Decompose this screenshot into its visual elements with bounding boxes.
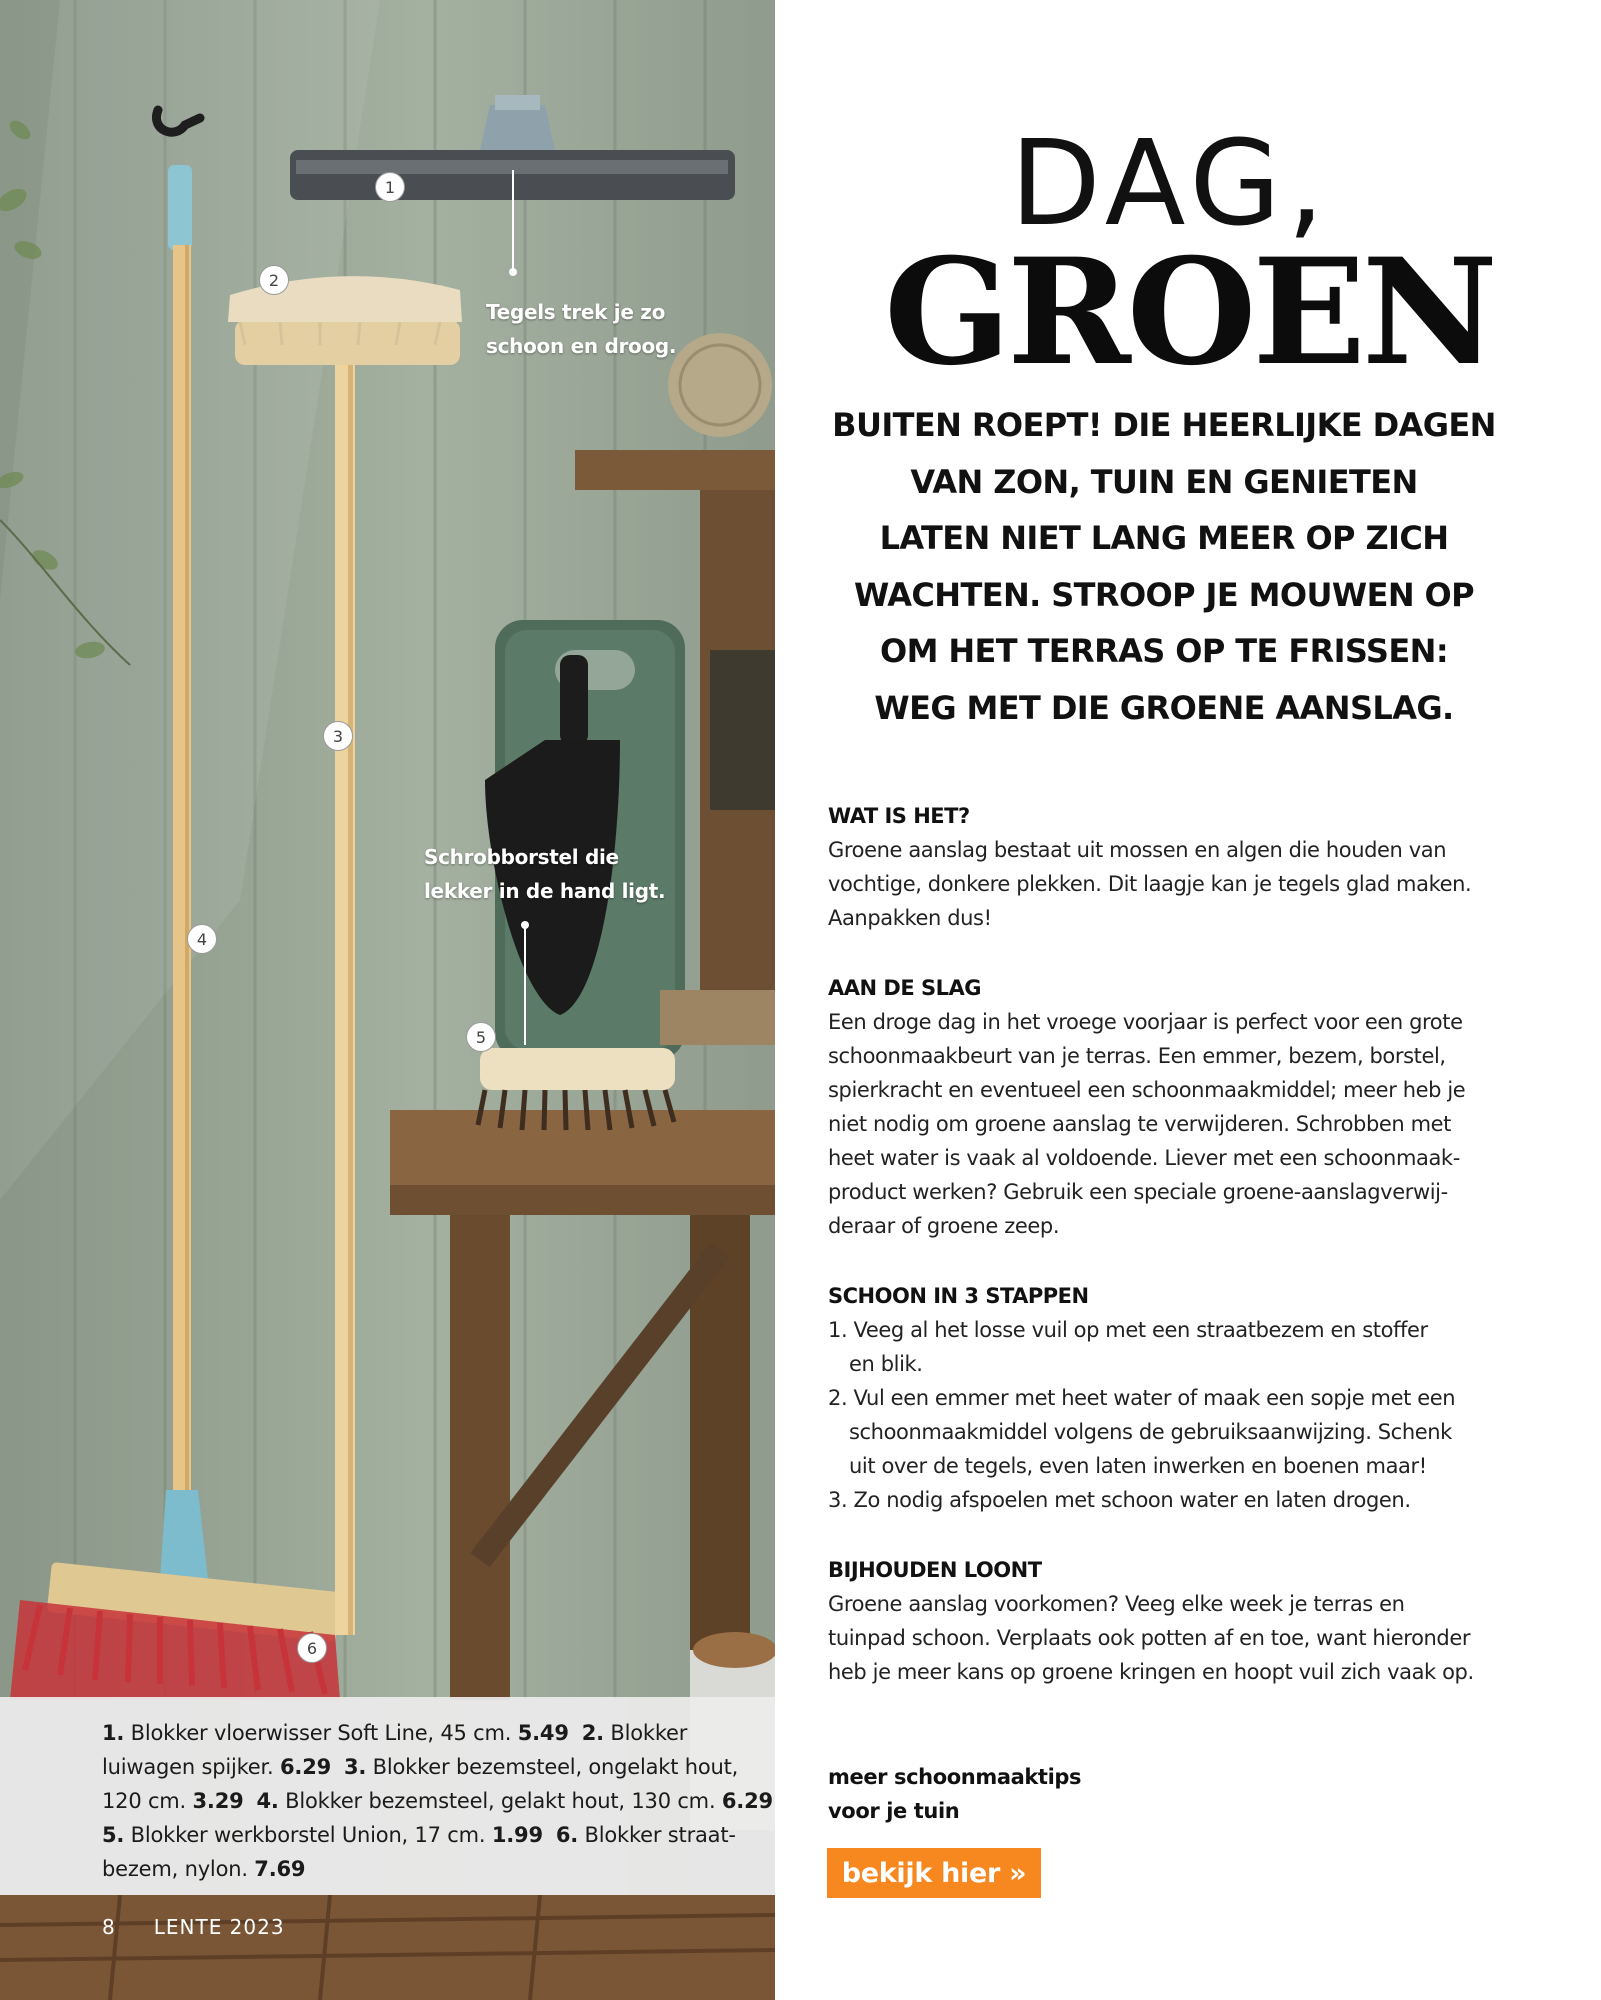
caption-text xyxy=(569,1721,582,1745)
caption-text: Blokker werkborstel Union, 17 cm. xyxy=(124,1823,492,1847)
caption-price-or-number: 1.99 xyxy=(491,1823,543,1847)
callout-dot-squeegee xyxy=(509,268,517,276)
intro-line: OM HET TERRAS OP TE FRISSEN: xyxy=(879,632,1449,670)
body-line: heet water is vaak al voldoende. Liever met een schoonmaak- xyxy=(828,1146,1460,1170)
article-sections xyxy=(828,799,1518,1725)
callout-brush-line-1: Schrobborstel die xyxy=(424,845,619,869)
section-bijhouden-loont xyxy=(828,1553,1518,1689)
caption-text: luiwagen spijker. xyxy=(102,1755,280,1779)
intro-text xyxy=(830,397,1498,736)
caption-line xyxy=(102,1716,749,1750)
caption-price-or-number: 1. xyxy=(102,1721,125,1745)
caption-price-or-number: 5.49 xyxy=(517,1721,569,1745)
body-line: Een droge dag in het vroege voorjaar is perfect voor een grote xyxy=(828,1010,1463,1034)
caption-price-or-number: 6.29 xyxy=(721,1789,773,1813)
caption-line xyxy=(102,1852,749,1886)
body-line: product werken? Gebruik een speciale groene-aanslagverwij- xyxy=(828,1180,1448,1204)
caption-text xyxy=(244,1789,257,1813)
caption-text: bezem, nylon. xyxy=(102,1857,255,1881)
page-number: 8 xyxy=(102,1915,116,1939)
intro-line: LATEN NIET LANG MEER OP ZICH xyxy=(879,519,1449,557)
section-wat-is-het xyxy=(828,799,1518,935)
caption-text: 120 cm. xyxy=(102,1789,193,1813)
step-2-line: uit over de tegels, even laten inwerken en boenen maar! xyxy=(849,1454,1427,1478)
caption-text: Blokker vloerwisser Soft Line, 45 cm. xyxy=(124,1721,518,1745)
marker-6: 6 xyxy=(297,1633,327,1663)
caption-price-or-number: 5. xyxy=(102,1823,125,1847)
bekijk-hier-button[interactable]: bekijk hier » xyxy=(827,1848,1041,1898)
callout-squeegee-line-1: Tegels trek je zo xyxy=(486,300,666,324)
caption-text: Blokker bezemsteel, ongelakt hout, xyxy=(366,1755,739,1779)
caption-lines xyxy=(102,1716,773,1886)
title-line-1: DAG, xyxy=(1010,114,1331,252)
callout-brush xyxy=(424,840,665,908)
more-tips-text xyxy=(828,1760,1081,1828)
callout-squeegee xyxy=(486,295,676,363)
more-tips-line: voor je tuin xyxy=(828,1799,960,1823)
body-line: deraar of groene zeep. xyxy=(828,1214,1060,1238)
section-schoon-in-3-stappen xyxy=(828,1279,1518,1517)
caption-price-or-number: 7.69 xyxy=(254,1857,306,1881)
steps-list xyxy=(828,1313,1518,1517)
caption-price-or-number: 4. xyxy=(256,1789,279,1813)
caption-text: Blokker straat- xyxy=(578,1823,736,1847)
caption-line xyxy=(102,1784,773,1818)
section-heading: WAT IS HET? xyxy=(828,804,970,828)
caption-price-or-number: 3.29 xyxy=(192,1789,244,1813)
caption-price-or-number: 2. xyxy=(581,1721,604,1745)
body-line: schoonmaakbeurt van je terras. Een emmer, bezem, borstel, xyxy=(828,1044,1446,1068)
intro-line: WEG MET DIE GROENE AANSLAG. xyxy=(874,688,1454,727)
body-line: niet nodig om groene aanslag te verwijderen. Schrobben met xyxy=(828,1112,1451,1136)
section-body xyxy=(828,833,1518,935)
step-2-line: schoonmaakmiddel volgens de gebruiksaanwijzing. Schenk xyxy=(849,1420,1452,1444)
body-line: Groene aanslag voorkomen? Veeg elke week je terras en xyxy=(828,1592,1405,1616)
step-1-line: 1. Veeg al het losse vuil op met een straatbezem en stoffer xyxy=(828,1318,1428,1342)
caption-line xyxy=(102,1818,749,1852)
body-line: vochtige, donkere plekken. Dit laagje kan je tegels glad maken. xyxy=(828,872,1472,896)
caption-text xyxy=(331,1755,344,1779)
product-caption xyxy=(0,1697,775,1895)
callout-squeegee-line-2: schoon en droog. xyxy=(486,334,677,358)
section-heading: BIJHOUDEN LOONT xyxy=(828,1558,1042,1582)
intro-line: BUITEN ROEPT! DIE HEERLIJKE DAGEN xyxy=(832,406,1496,444)
title-line-2: GROEN xyxy=(884,227,1494,398)
step-1-line: en blik. xyxy=(849,1352,923,1376)
caption-text xyxy=(543,1823,556,1847)
section-heading: AAN DE SLAG xyxy=(828,976,981,1000)
callout-line-squeegee xyxy=(512,170,514,270)
body-line: spierkracht en eventueel een schoonmaakmiddel; meer heb je xyxy=(828,1078,1466,1102)
caption-price-or-number: 6.29 xyxy=(280,1755,332,1779)
step-2-line: 2. Vul een emmer met heet water of maak een sopje met een xyxy=(828,1386,1456,1410)
more-tips-line: meer schoonmaaktips xyxy=(828,1765,1082,1789)
marker-4: 4 xyxy=(187,924,217,954)
intro-line: VAN ZON, TUIN EN GENIETEN xyxy=(910,462,1418,501)
marker-1: 1 xyxy=(375,172,405,202)
marker-2: 2 xyxy=(259,265,289,295)
body-line: heb je meer kans op groene kringen en hoopt vuil zich vaak op. xyxy=(828,1660,1474,1684)
section-body xyxy=(828,1005,1518,1243)
page-footer xyxy=(102,1915,285,1939)
section-aan-de-slag xyxy=(828,971,1518,1243)
step-3-line: 3. Zo nodig afspoelen met schoon water en laten drogen. xyxy=(828,1488,1411,1512)
body-line: Aanpakken dus! xyxy=(828,906,992,930)
caption-price-or-number: 6. xyxy=(555,1823,579,1847)
marker-5: 5 xyxy=(466,1022,496,1052)
caption-text: Blokker xyxy=(603,1721,688,1745)
section-heading: SCHOON IN 3 STAPPEN xyxy=(828,1284,1089,1308)
product-photo xyxy=(0,0,775,2000)
caption-line xyxy=(102,1750,749,1784)
section-body xyxy=(828,1587,1518,1689)
body-line: Groene aanslag bestaat uit mossen en algen die houden van xyxy=(828,838,1447,862)
body-line: tuinpad schoon. Verplaats ook potten af en toe, want hieronder xyxy=(828,1626,1471,1650)
issue-label: LENTE 2023 xyxy=(153,1915,285,1939)
marker-3: 3 xyxy=(323,721,353,751)
callout-line-brush xyxy=(524,925,526,1045)
intro-line: WACHTEN. STROOP JE MOUWEN OP xyxy=(853,575,1475,614)
caption-text: Blokker bezemsteel, gelakt hout, 130 cm. xyxy=(278,1789,722,1813)
caption-price-or-number: 3. xyxy=(343,1755,367,1779)
callout-brush-line-2: lekker in de hand ligt. xyxy=(424,879,666,903)
